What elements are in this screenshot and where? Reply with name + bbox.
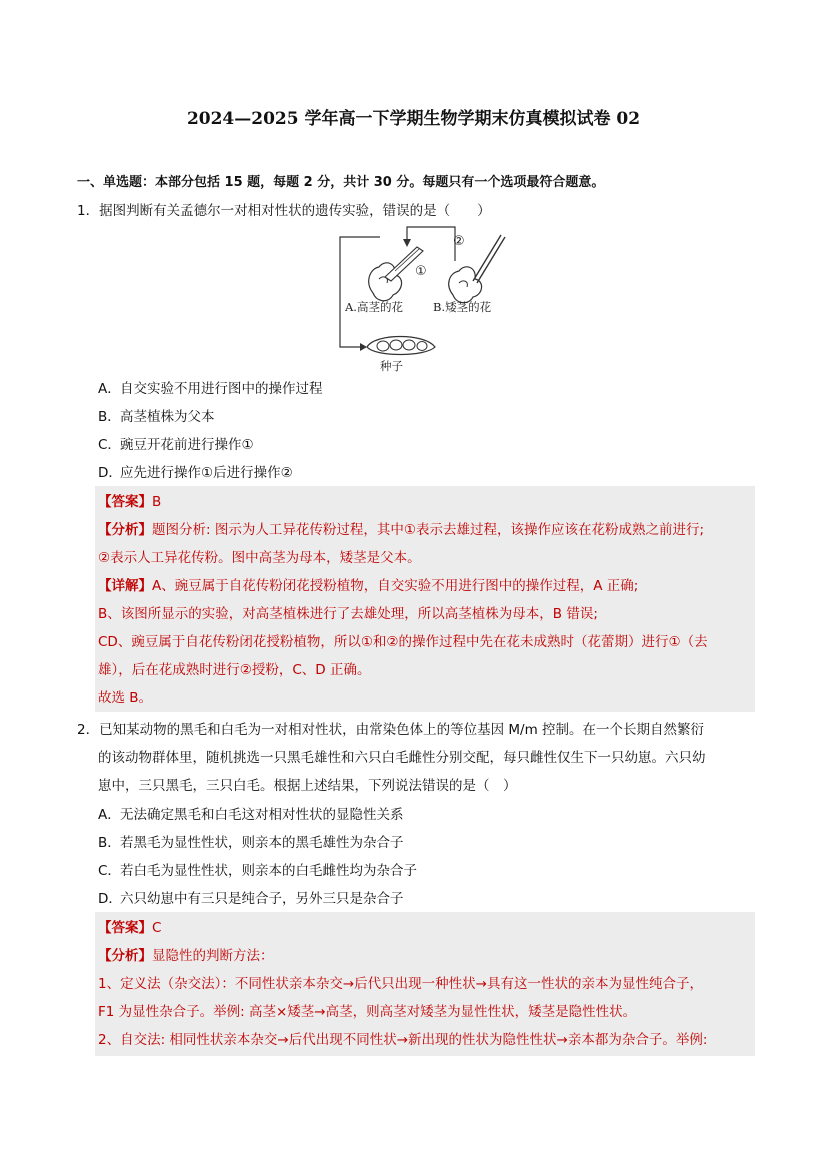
flower-b-label: B.矮茎的花 bbox=[433, 300, 492, 314]
question-2-stem-line-3: 崽中，三只黑毛，三只白毛。根据上述结果，下列说法错误的是（ ） bbox=[98, 778, 517, 794]
q1-option-d[interactable]: D．应先进行操作①后进行操作② bbox=[98, 465, 293, 481]
question-1-stem: 1．据图判断有关孟德尔一对相对性状的遗传实验，错误的是（ ） bbox=[77, 203, 491, 219]
q1-detail-line-1: 【详解】A、豌豆属于自花传粉闭花授粉植物，自交实验不用进行图中的操作过程，A 正确; bbox=[98, 578, 639, 594]
q1-analysis-line-2: ②表示人工异花传粉。图中高茎为母本，矮茎是父本。 bbox=[98, 550, 421, 566]
q1-detail-line-4: 雄），后在花成熟时进行②授粉，C、D 正确。 bbox=[98, 662, 371, 678]
circle-1-label: ① bbox=[415, 264, 427, 279]
q1-answer-box bbox=[95, 486, 755, 712]
question-2-stem-line-1: 2．已知某动物的黑毛和白毛为一对相对性状，由常染色体上的等位基因 M/m 控制。在一个长期自然繁衍 bbox=[77, 722, 705, 738]
q1-conclusion: 故选 B。 bbox=[98, 690, 153, 706]
q2-method-1-line-1: 1、定义法（杂交法）：不同性状亲本杂交→后代只出现一种性状→具有这一性状的亲本为显性纯合子， bbox=[98, 976, 703, 992]
q2-option-c[interactable]: C．若白毛为显性性状，则亲本的白毛雌性均为杂合子 bbox=[98, 863, 417, 879]
q1-analysis-line-1: 【分析】题图分析: 图示为人工异花传粉过程，其中①表示去雄过程，该操作应该在花粉成熟之前进行; bbox=[98, 522, 704, 538]
circle-2-label: ② bbox=[453, 234, 465, 249]
q2-method-1-line-2: F1 为显性杂合子。举例: 高茎×矮茎→高茎，则高茎对矮茎为显性性状，矮茎是隐性性状。 bbox=[98, 1004, 637, 1020]
q2-option-d[interactable]: D．六只幼崽中有三只是纯合子，另外三只是杂合子 bbox=[98, 891, 404, 907]
q2-option-b[interactable]: B．若黑毛为显性性状，则亲本的黑毛雄性为杂合子 bbox=[98, 835, 404, 851]
q1-option-c[interactable]: C．豌豆开花前进行操作① bbox=[98, 437, 254, 453]
q2-answer: 【答案】C bbox=[98, 920, 162, 936]
q1-option-a[interactable]: A．自交实验不用进行图中的操作过程 bbox=[98, 381, 323, 397]
q2-analysis-title: 【分析】显隐性的判断方法： bbox=[98, 948, 274, 964]
q1-option-b[interactable]: B．高茎植株为父本 bbox=[98, 409, 215, 425]
page-title: 2024—2025 学年高一下学期生物学期末仿真模拟试卷 02 bbox=[186, 109, 641, 129]
section-heading: 一、单选题：本部分包括 15 题，每题 2 分，共计 30 分。每题只有一个选项最符合题意。 bbox=[77, 175, 605, 190]
q2-method-2-line-1: 2、自交法: 相同性状亲本杂交→后代出现不同性状→新出现的性状为隐性性状→亲本都为杂合子。举例: bbox=[98, 1032, 708, 1048]
question-2-stem-line-2: 的该动物群体里，随机挑选一只黑毛雄性和六只白毛雌性分别交配，每只雌性仅生下一只幼崽。六只幼 bbox=[98, 750, 706, 766]
pollination-figure bbox=[335, 225, 510, 375]
q1-detail-line-2: B、该图所显示的实验，对高茎植株进行了去雄处理，所以高茎植株为母本，B 错误; bbox=[98, 606, 598, 622]
seed-label: 种子 bbox=[380, 359, 403, 373]
q2-answer-box bbox=[95, 912, 755, 1056]
flower-a-label: A.高茎的花 bbox=[345, 300, 403, 314]
q1-detail-line-3: CD、豌豆属于自花传粉闭花授粉植物，所以①和②的操作过程中先在花未成熟时（花蕾期）进行①（去 bbox=[98, 634, 708, 650]
q2-option-a[interactable]: A．无法确定黑毛和白毛这对相对性状的显隐性关系 bbox=[98, 807, 404, 823]
q1-answer: 【答案】B bbox=[98, 494, 162, 510]
